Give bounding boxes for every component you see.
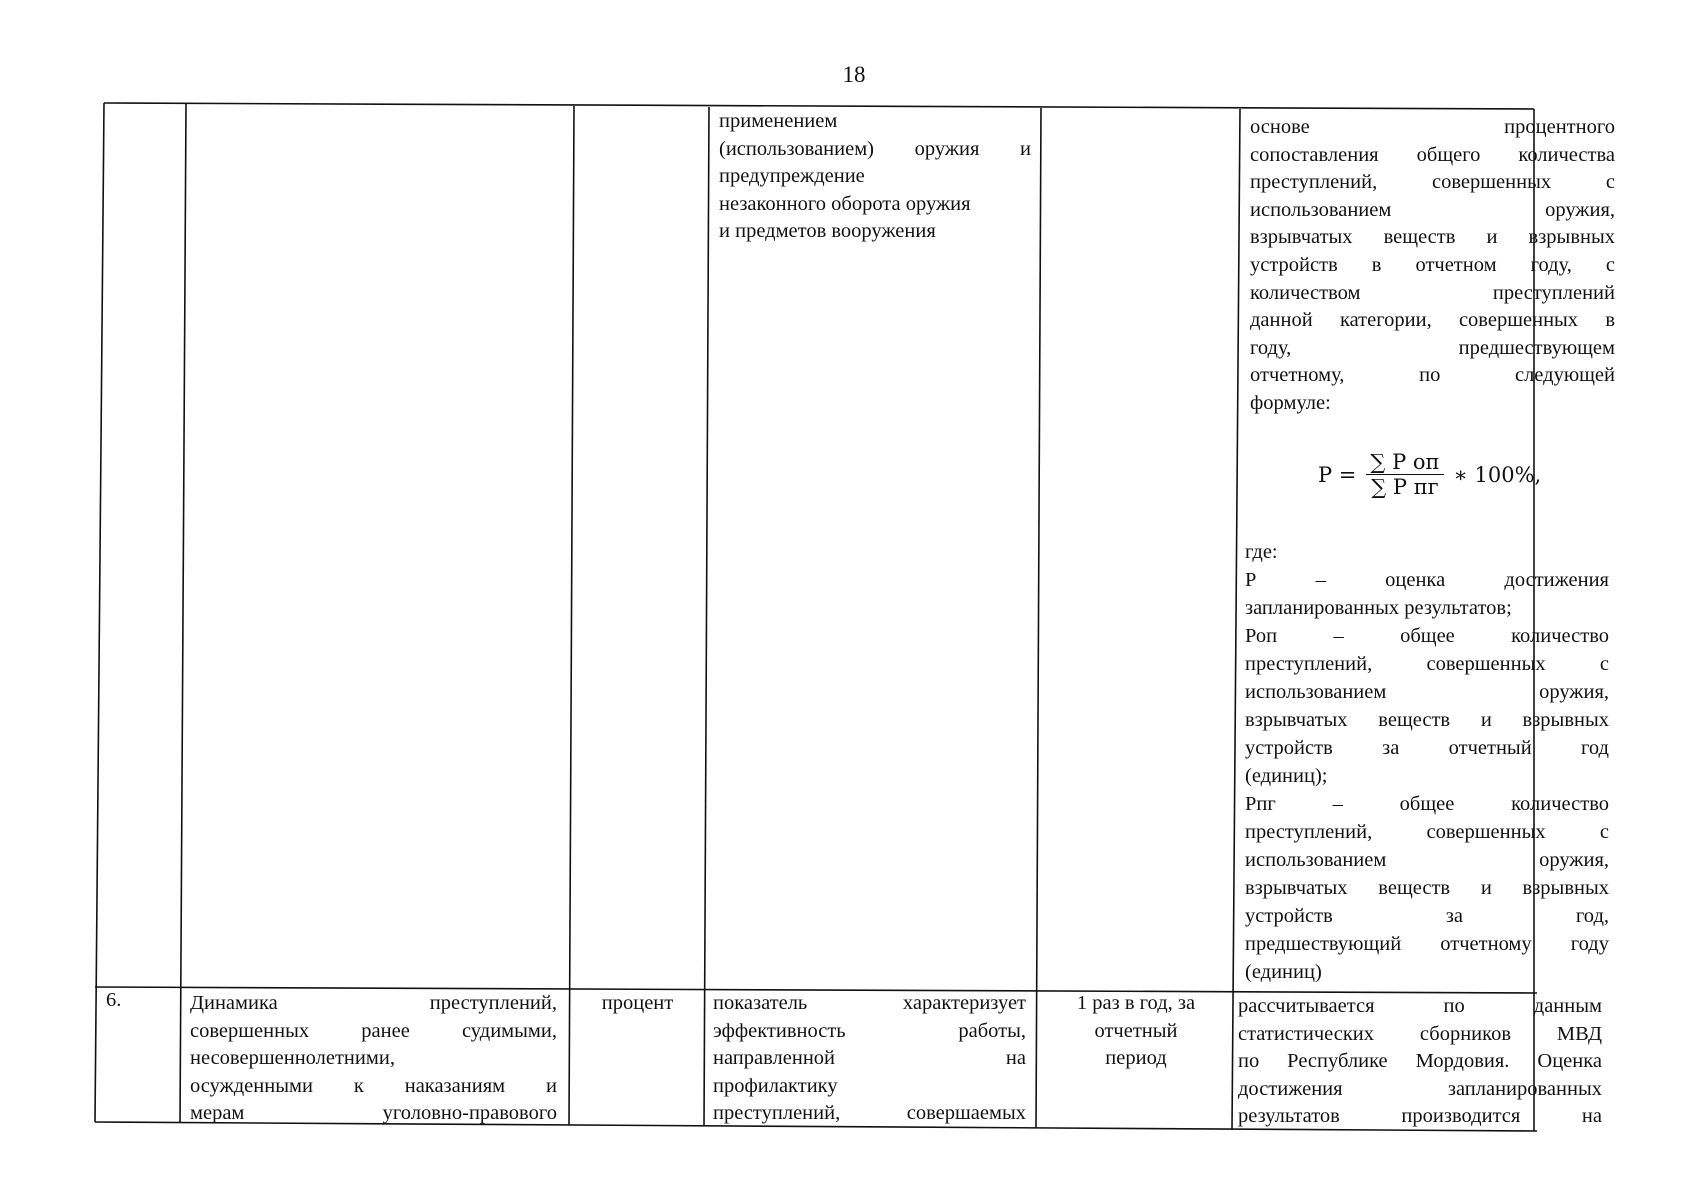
text-line: использованием оружия, — [1245, 849, 1609, 871]
text-line: показатель характеризует — [713, 992, 1026, 1014]
text-line: использованием оружия, — [1250, 198, 1615, 221]
text-line: отчетному, по следующей — [1250, 364, 1615, 387]
periodicity — [1046, 990, 1226, 1073]
text-line: запланированных результатов; — [1245, 597, 1512, 619]
text-line: применением — [719, 110, 838, 132]
text-line: профилактику — [713, 1074, 838, 1097]
text-line: устройств за отчетный год — [1245, 737, 1609, 759]
formula-fraction — [1366, 450, 1443, 499]
text-line: незаконного оборота оружия — [719, 192, 971, 215]
formula-rhs: ∗ 100%, — [1453, 462, 1542, 487]
continuation-method — [1250, 114, 1615, 418]
indicator-description — [713, 990, 1026, 1128]
text-line: предшествующий отчетному году — [1245, 933, 1609, 955]
text-line: рассчитывается по данным — [1238, 995, 1602, 1017]
column-border — [1232, 109, 1240, 1130]
text-line: осужденными к наказаниям и — [190, 1074, 557, 1097]
text-line: взрывчатых веществ и взрывных — [1250, 226, 1615, 249]
unit-of-measure: процент — [601, 992, 674, 1014]
column-border — [569, 106, 574, 1125]
text-line: данной категории, совершенных в — [1250, 309, 1615, 332]
text-line: году, предшествующем — [1250, 336, 1615, 359]
indicator-name — [190, 990, 557, 1128]
formula-numerator: ∑ P оп — [1370, 450, 1440, 474]
formula-legend — [1245, 538, 1609, 986]
text-line: (единиц); — [1245, 765, 1328, 787]
text-line: отчетный — [1094, 1019, 1178, 1042]
text-line: статистических сборников МВД — [1238, 1022, 1602, 1045]
text-line: преступлений, совершаемых — [713, 1102, 1026, 1125]
column-border — [95, 103, 104, 1122]
text-line: и предметов вооружения — [719, 220, 936, 243]
text-line: результатов производится на — [1238, 1105, 1602, 1128]
text-line: (единиц) — [1245, 961, 1322, 983]
text-line: количеством преступлений — [1250, 281, 1615, 304]
text-line: преступлений, совершенных с — [1250, 171, 1615, 194]
text-line: Роп – общее количество — [1245, 625, 1609, 647]
text-line: 1 раз в год, за — [1076, 992, 1196, 1014]
formula-denominator: ∑ P пг — [1371, 475, 1439, 499]
text-line: Динамика преступлений, — [190, 992, 557, 1014]
text-line: сопоставления общего количества — [1250, 143, 1615, 166]
text-line: достижения запланированных — [1238, 1077, 1602, 1100]
text-line: период — [1105, 1047, 1167, 1070]
text-line: по Республике Мордовия. Оценка — [1238, 1050, 1602, 1073]
text-line: взрывчатых веществ и взрывных — [1245, 877, 1609, 899]
text-line: предупреждение — [719, 165, 865, 188]
text-line: основе процентного — [1250, 116, 1615, 138]
text-line: Рпг – общее количество — [1245, 793, 1609, 815]
text-line: взрывчатых веществ и взрывных — [1245, 709, 1609, 731]
text-line: устройств в отчетном году, с — [1250, 253, 1615, 276]
text-line: преступлений, совершенных с — [1245, 653, 1609, 675]
text-line: формуле: — [1250, 391, 1331, 414]
text-line: где: — [1245, 541, 1278, 563]
text-line: совершенных ранее судимыми, — [190, 1019, 557, 1042]
text-line: несовершеннолетними, — [190, 1047, 395, 1070]
formula — [1318, 450, 1541, 499]
page-number: 18 — [842, 62, 866, 87]
text-line: преступлений, совершенных с — [1245, 821, 1609, 843]
row-number: 6. — [106, 989, 122, 1011]
column-border — [704, 107, 709, 1126]
text-line: (использованием) оружия и — [719, 137, 1031, 160]
text-line: устройств за год, — [1245, 905, 1609, 927]
text-line: использованием оружия, — [1245, 681, 1609, 703]
column-border — [1036, 108, 1041, 1128]
column-border — [180, 104, 186, 1122]
text-line: Р – оценка достижения — [1245, 569, 1609, 591]
continuation-description — [719, 108, 1031, 246]
text-line: эффективность работы, — [713, 1019, 1026, 1042]
text-line: направленной на — [713, 1047, 1026, 1070]
text-line: мерам уголовно-правового — [190, 1102, 557, 1125]
formula-lhs: P = — [1318, 462, 1357, 487]
calculation-method — [1238, 993, 1602, 1131]
